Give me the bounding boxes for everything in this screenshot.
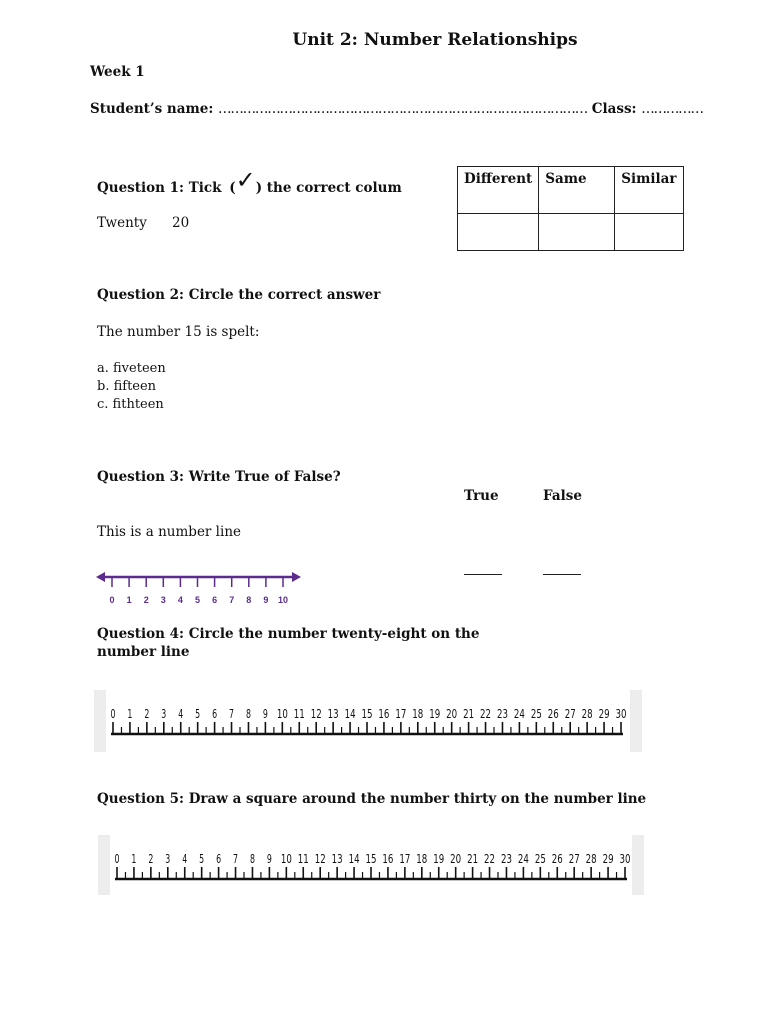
q1-word: Twenty [97, 215, 147, 231]
q5-ruler-label[interactable]: 2 [148, 851, 154, 866]
q5-ruler-label[interactable]: 30 [619, 851, 631, 866]
arrow-right-icon [292, 572, 301, 582]
q2-option-b[interactable]: b. fifteen [97, 379, 157, 394]
q4-ruler-label[interactable]: 18 [412, 706, 424, 721]
q5-ruler-label[interactable]: 6 [216, 851, 222, 866]
q5-ruler-label[interactable]: 3 [165, 851, 171, 866]
q5-ruler-label[interactable]: 4 [182, 851, 188, 866]
q3-line-label: 4 [177, 595, 183, 605]
q2-option-a[interactable]: a. fiveteen [97, 361, 166, 376]
q4-ruler-label[interactable]: 8 [245, 706, 251, 721]
q3-line-label: 8 [246, 595, 252, 605]
answer-cell-different[interactable] [458, 214, 539, 251]
q4-ruler-label[interactable]: 4 [178, 706, 184, 721]
q3-true-blank[interactable] [464, 574, 502, 575]
q1-heading [97, 166, 402, 198]
student-name-label: Student’s name: [90, 101, 214, 117]
answer-cell-similar[interactable] [615, 214, 683, 251]
q3-line-label: 0 [109, 595, 115, 605]
q4-ruler-label[interactable]: 22 [480, 706, 492, 721]
q4-ruler-label[interactable]: 29 [598, 706, 610, 721]
q1-heading-suffix: ) the correct colum [255, 180, 402, 196]
q4-ruler-label[interactable]: 16 [378, 706, 390, 721]
q3-number-line [94, 566, 304, 608]
q5-ruler-label[interactable]: 29 [602, 851, 614, 866]
class-blank[interactable]: …………… [641, 101, 703, 117]
q3-line-label: 3 [160, 595, 166, 605]
q5-ruler-label[interactable]: 5 [199, 851, 205, 866]
q4-ruler-label[interactable]: 2 [144, 706, 150, 721]
q4-ruler-label[interactable]: 23 [496, 706, 508, 721]
q3-false-blank[interactable] [543, 574, 581, 575]
q3-line-label: 9 [263, 595, 269, 605]
q4-ruler-label[interactable]: 14 [344, 706, 356, 721]
q5-ruler-label[interactable]: 19 [433, 851, 445, 866]
q3-line-label: 2 [143, 595, 149, 605]
q5-ruler-label[interactable]: 28 [585, 851, 597, 866]
q3-line-label: 1 [126, 595, 132, 605]
q4-ruler-label[interactable]: 15 [361, 706, 373, 721]
q4-ruler-label[interactable]: 12 [310, 706, 322, 721]
q3-line-label: 5 [194, 595, 201, 605]
q5-ruler-label[interactable]: 17 [399, 851, 411, 866]
q4-ruler-label[interactable]: 9 [262, 706, 268, 721]
arrow-left-icon [96, 572, 105, 582]
q4-ruler-label[interactable]: 21 [463, 706, 475, 721]
q4-ruler-label[interactable]: 27 [564, 706, 576, 721]
col-header-different: Different [458, 167, 539, 214]
q4-number-ruler [94, 690, 642, 752]
col-header-similar: Similar [615, 167, 683, 214]
q5-ruler-label[interactable]: 13 [331, 851, 343, 866]
q4-heading-line2: number line [97, 644, 190, 660]
q5-ruler-label[interactable]: 7 [233, 851, 239, 866]
student-line [90, 101, 703, 117]
q5-ruler-label[interactable]: 15 [365, 851, 377, 866]
q5-ruler-label[interactable]: 12 [314, 851, 326, 866]
q4-ruler-label[interactable]: 19 [429, 706, 441, 721]
student-name-blank[interactable]: ……………………………………………………………………………… [218, 101, 588, 117]
q5-ruler-label[interactable]: 20 [450, 851, 462, 866]
q5-ruler-label[interactable]: 23 [500, 851, 512, 866]
q4-ruler-label[interactable]: 11 [293, 706, 305, 721]
checkmark-icon: ✓ [235, 166, 256, 194]
answer-cell-same[interactable] [539, 214, 615, 251]
q4-ruler-label[interactable]: 7 [229, 706, 235, 721]
q5-ruler-label[interactable]: 8 [249, 851, 255, 866]
q4-ruler-label[interactable]: 0 [110, 706, 116, 721]
q4-ruler-label[interactable]: 1 [127, 706, 133, 721]
q4-ruler-label[interactable]: 13 [327, 706, 339, 721]
q1-open-paren: ( [229, 180, 236, 196]
q5-ruler-label[interactable]: 9 [266, 851, 272, 866]
q3-line-label: 10 [277, 595, 289, 605]
q3-true-label: True [464, 488, 499, 504]
q5-number-ruler [98, 835, 644, 895]
q5-heading: Question 5: Draw a square around the number thirty on the number line [97, 791, 647, 807]
q5-ruler-label[interactable]: 26 [551, 851, 563, 866]
q4-ruler-label[interactable]: 24 [513, 706, 525, 721]
q3-heading: Question 3: Write True of False? [97, 469, 341, 485]
q4-ruler-strip [94, 690, 642, 752]
q5-ruler-label[interactable]: 27 [568, 851, 580, 866]
q4-ruler-label[interactable]: 20 [446, 706, 458, 721]
q2-heading: Question 2: Circle the correct answer [97, 287, 381, 303]
q5-ruler-label[interactable]: 10 [280, 851, 292, 866]
q4-ruler-label[interactable]: 25 [530, 706, 542, 721]
q5-ruler-label[interactable]: 0 [114, 851, 120, 866]
q4-ruler-label[interactable]: 28 [581, 706, 593, 721]
q4-ruler-label[interactable]: 10 [276, 706, 288, 721]
class-label: Class: [591, 101, 637, 117]
q5-ruler-strip [98, 835, 644, 895]
q5-ruler-label[interactable]: 1 [131, 851, 137, 866]
q5-ruler-label[interactable]: 11 [297, 851, 309, 866]
q4-ruler-label[interactable]: 30 [615, 706, 627, 721]
q4-heading-line1: Question 4: Circle the number twenty-eight on the [97, 626, 480, 642]
q2-option-c[interactable]: c. fithteen [97, 397, 164, 412]
q4-ruler-label[interactable]: 6 [212, 706, 218, 721]
q5-ruler-label[interactable]: 14 [348, 851, 360, 866]
q4-ruler-label[interactable]: 5 [195, 706, 201, 721]
q5-ruler-label[interactable]: 21 [467, 851, 479, 866]
q5-ruler-label[interactable]: 24 [517, 851, 529, 866]
q1-answer-table [457, 166, 684, 251]
q4-ruler-label[interactable]: 26 [547, 706, 559, 721]
q5-ruler-label[interactable]: 18 [416, 851, 428, 866]
q1-number: 20 [172, 215, 190, 231]
q2-prompt: The number 15 is spelt: [97, 324, 260, 340]
week-label: Week 1 [90, 64, 145, 80]
q3-line-label: 7 [229, 595, 235, 605]
q5-ruler-label[interactable]: 16 [382, 851, 394, 866]
q1-heading-prefix: Question 1: Tick [97, 180, 222, 196]
q5-ruler-label[interactable]: 22 [484, 851, 496, 866]
q3-false-label: False [543, 488, 582, 504]
page-title: Unit 2: Number Relationships [292, 30, 578, 50]
q4-ruler-label[interactable]: 17 [395, 706, 407, 721]
q3-line-label: 6 [212, 595, 218, 605]
q4-ruler-label[interactable]: 3 [161, 706, 167, 721]
col-header-same: Same [539, 167, 615, 214]
q3-statement: This is a number line [97, 524, 241, 540]
q5-ruler-label[interactable]: 25 [534, 851, 546, 866]
